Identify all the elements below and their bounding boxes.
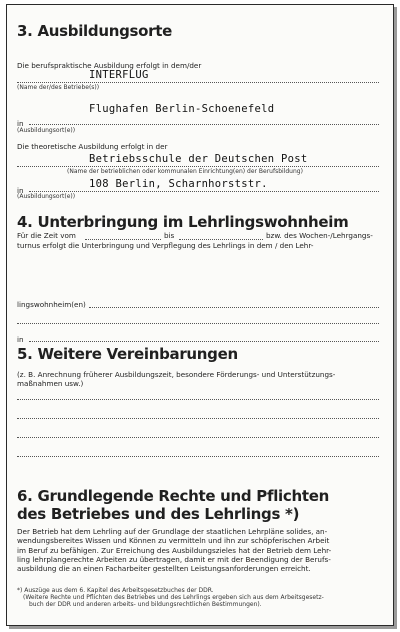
theory-intro: Die theoretische Ausbildung erfolgt in der — [17, 142, 168, 151]
place-value: Flughafen Berlin-Schoenefeld — [89, 103, 275, 115]
agreement-line-3 — [17, 437, 379, 438]
wohnheim-label: lingswohnheim(en) — [17, 300, 86, 309]
body-line: ausbildung die an einen Facharbeiter gestellten Leistungsanforderungen erreicht. — [17, 564, 311, 574]
footnote-line: (Weitere Rechte und Pflichten des Betriebes und des Lehrlings ergeben sich aus dem Arbeitsgesetz- — [23, 594, 324, 601]
place-caption: (Ausbildungsort(e)) — [17, 127, 76, 134]
form-page — [6, 4, 394, 626]
school-place-in-label: in — [17, 186, 24, 195]
section5-heading: 5. Weitere Vereinbarungen — [17, 345, 238, 363]
agreement-line-2 — [17, 418, 379, 419]
period-rest: bzw. des Wochen-/Lehrgangs- — [266, 231, 373, 240]
period-from-label: Für die Zeit vom — [17, 231, 76, 240]
section3-heading: 3. Ausbildungsorte — [17, 22, 173, 40]
wohnheim-line — [89, 307, 379, 308]
school-value: Betriebsschule der Deutschen Post — [89, 153, 308, 165]
school-caption: (Name der betrieblichen oder kommunalen Einrichtung(en) der Berufsbildung) — [67, 168, 303, 175]
period-to-label: bis — [164, 231, 175, 240]
company-line — [17, 82, 379, 83]
school-line — [17, 166, 379, 167]
school-place-caption: (Ausbildungsort(e)) — [17, 193, 76, 200]
period-line2: turnus erfolgt die Unterbringung und Verpflegung des Lehrlings in dem / den Lehr- — [17, 241, 314, 250]
section5-note-1: (z. B. Anrechnung früherer Ausbildungszeit, besondere Förderungs- und Unterstützungs- — [17, 370, 336, 379]
period-to-line — [179, 239, 263, 240]
body-line: Der Betrieb hat dem Lehrling auf der Grundlage der staatlichen Lehrpläne solides, an- — [17, 527, 328, 536]
agreement-line-4 — [17, 456, 379, 457]
section6-body — [17, 527, 381, 573]
section5-note-2: maßnahmen usw.) — [17, 379, 84, 388]
section6-heading-1: 6. Grundlegende Rechte und Pflichten — [17, 487, 329, 505]
body-line: ling lehrplangerechte Arbeiten zu übertragen, damit er mit der Beendigung der Berufs- — [17, 554, 331, 564]
section4-heading: 4. Unterbringung im Lehrlingswohnheim — [17, 213, 349, 231]
school-place-line — [29, 191, 379, 192]
footnote-line: *) Auszüge aus dem 6. Kapitel des Arbeitsgesetzbuches der DDR. — [17, 587, 214, 594]
company-value: INTERFLUG — [89, 69, 149, 81]
body-line: im Beruf zu befähigen. Zur Erreichung des Ausbildungszieles hat der Betrieb dem Lehr- — [17, 545, 332, 555]
footnote-line: buch der DDR und anderen arbeits- und bildungsrechtlichen Bestimmungen). — [29, 601, 262, 608]
wohnheim-in-label: in — [17, 335, 24, 344]
wohnheim-line-2 — [17, 323, 379, 324]
wohnheim-place-line — [29, 341, 379, 342]
body-line: wendungsbereites Wissen und Können zu vermitteln und ihn zur schöpferischen Arbeit — [17, 536, 330, 546]
footnote — [17, 587, 383, 608]
place-in-label: in — [17, 119, 24, 128]
period-from-line — [85, 239, 161, 240]
place-line — [29, 124, 379, 125]
agreement-line-1 — [17, 399, 379, 400]
company-caption: (Name der/des Betriebe(s)) — [17, 84, 100, 91]
section3-intro: Die berufspraktische Ausbildung erfolgt in dem/der — [17, 61, 202, 70]
section6-heading-2: des Betriebes und des Lehrlings *) — [17, 505, 300, 523]
school-place-value: 108 Berlin, Scharnhorststr. — [89, 178, 268, 190]
